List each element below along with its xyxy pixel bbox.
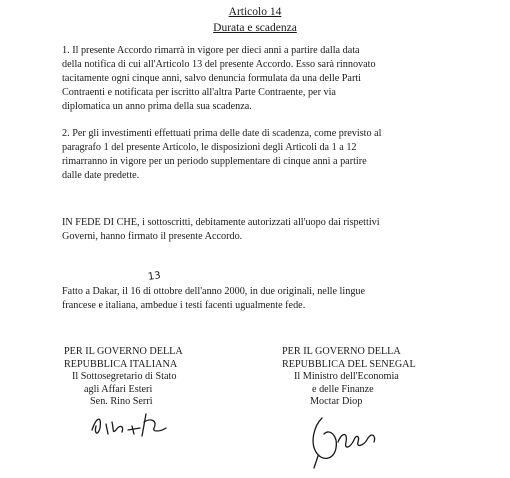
in-fede-line: IN FEDE DI CHE, i sottoscritti, debitamente autorizzati all'uopo dai rispettivi bbox=[62, 217, 380, 228]
senegal-role-line: Il Ministro dell'Economia bbox=[294, 371, 399, 382]
senegal-republic-line: REPUBBLICA DEL SENEGAL bbox=[282, 358, 416, 370]
paragraph-1-line: tacitamente ogni cinque anni, salvo denuncia formulata da una delle Parti bbox=[62, 73, 362, 84]
italy-republic-line: REPUBBLICA ITALIANA bbox=[64, 358, 178, 370]
paragraph-1-line: della notifica di cui all'Articolo 13 del presente Accordo. Esso sarà rinnovato bbox=[62, 59, 376, 70]
in-fede-clause bbox=[62, 216, 487, 244]
italy-government-line: PER IL GOVERNO DELLA bbox=[64, 346, 183, 357]
paragraph-2-line: rimarranno in vigore per un periodo supplementare di cinque anni a partire bbox=[62, 156, 367, 167]
italy-role-line: agli Affari Esteri bbox=[84, 383, 153, 395]
article-heading: Durata e scadenza bbox=[213, 22, 297, 34]
paragraph-2-line: 2. Per gli investimenti effettuati prima delle date di scadenza, come previsto al bbox=[62, 128, 382, 139]
paragraph-1 bbox=[62, 44, 487, 114]
paragraph-2-line: dalle date predette. bbox=[62, 170, 140, 181]
senegal-handwritten-signature bbox=[308, 412, 388, 472]
paragraph-1-line: 1. Il presente Accordo rimarrà in vigore per dieci anni a partire dalla data bbox=[62, 45, 360, 56]
fatto-line: francese e italiana, ambedue i testi facenti ugualmente fede. bbox=[62, 300, 306, 311]
in-fede-line: Governi, hanno firmato il presente Accordo. bbox=[62, 231, 243, 242]
handwritten-day-correction: 13 bbox=[147, 270, 162, 283]
paragraph-2-line: paragrafo 1 del presente Articolo, le disposizioni degli Articoli da 1 a 12 bbox=[62, 142, 357, 153]
italy-signatory-name: Sen. Rino Serri bbox=[90, 396, 153, 407]
senegal-signatory-block bbox=[282, 346, 482, 409]
article-number: Articolo 14 bbox=[228, 6, 282, 18]
italy-signatory-block bbox=[64, 346, 264, 409]
italy-handwritten-signature bbox=[88, 404, 188, 444]
fatto-clause bbox=[62, 285, 487, 313]
paragraph-1-line: diplomatica un anno prima della sua scadenza. bbox=[62, 101, 252, 112]
italy-role-line: Il Sottosegretario di Stato bbox=[72, 371, 177, 382]
senegal-signatory-name: Moctar Diop bbox=[310, 396, 363, 407]
senegal-government-line: PER IL GOVERNO DELLA bbox=[282, 346, 401, 357]
senegal-role-line: e delle Finanze bbox=[312, 383, 374, 395]
paragraph-1-line: Contraenti e notificata per iscritto all'altra Parte Contraente, per via bbox=[62, 87, 336, 98]
fatto-line: Fatto a Dakar, il 16 di ottobre dell'anno 2000, in due originali, nelle lingue bbox=[62, 286, 366, 297]
paragraph-2 bbox=[62, 127, 487, 183]
